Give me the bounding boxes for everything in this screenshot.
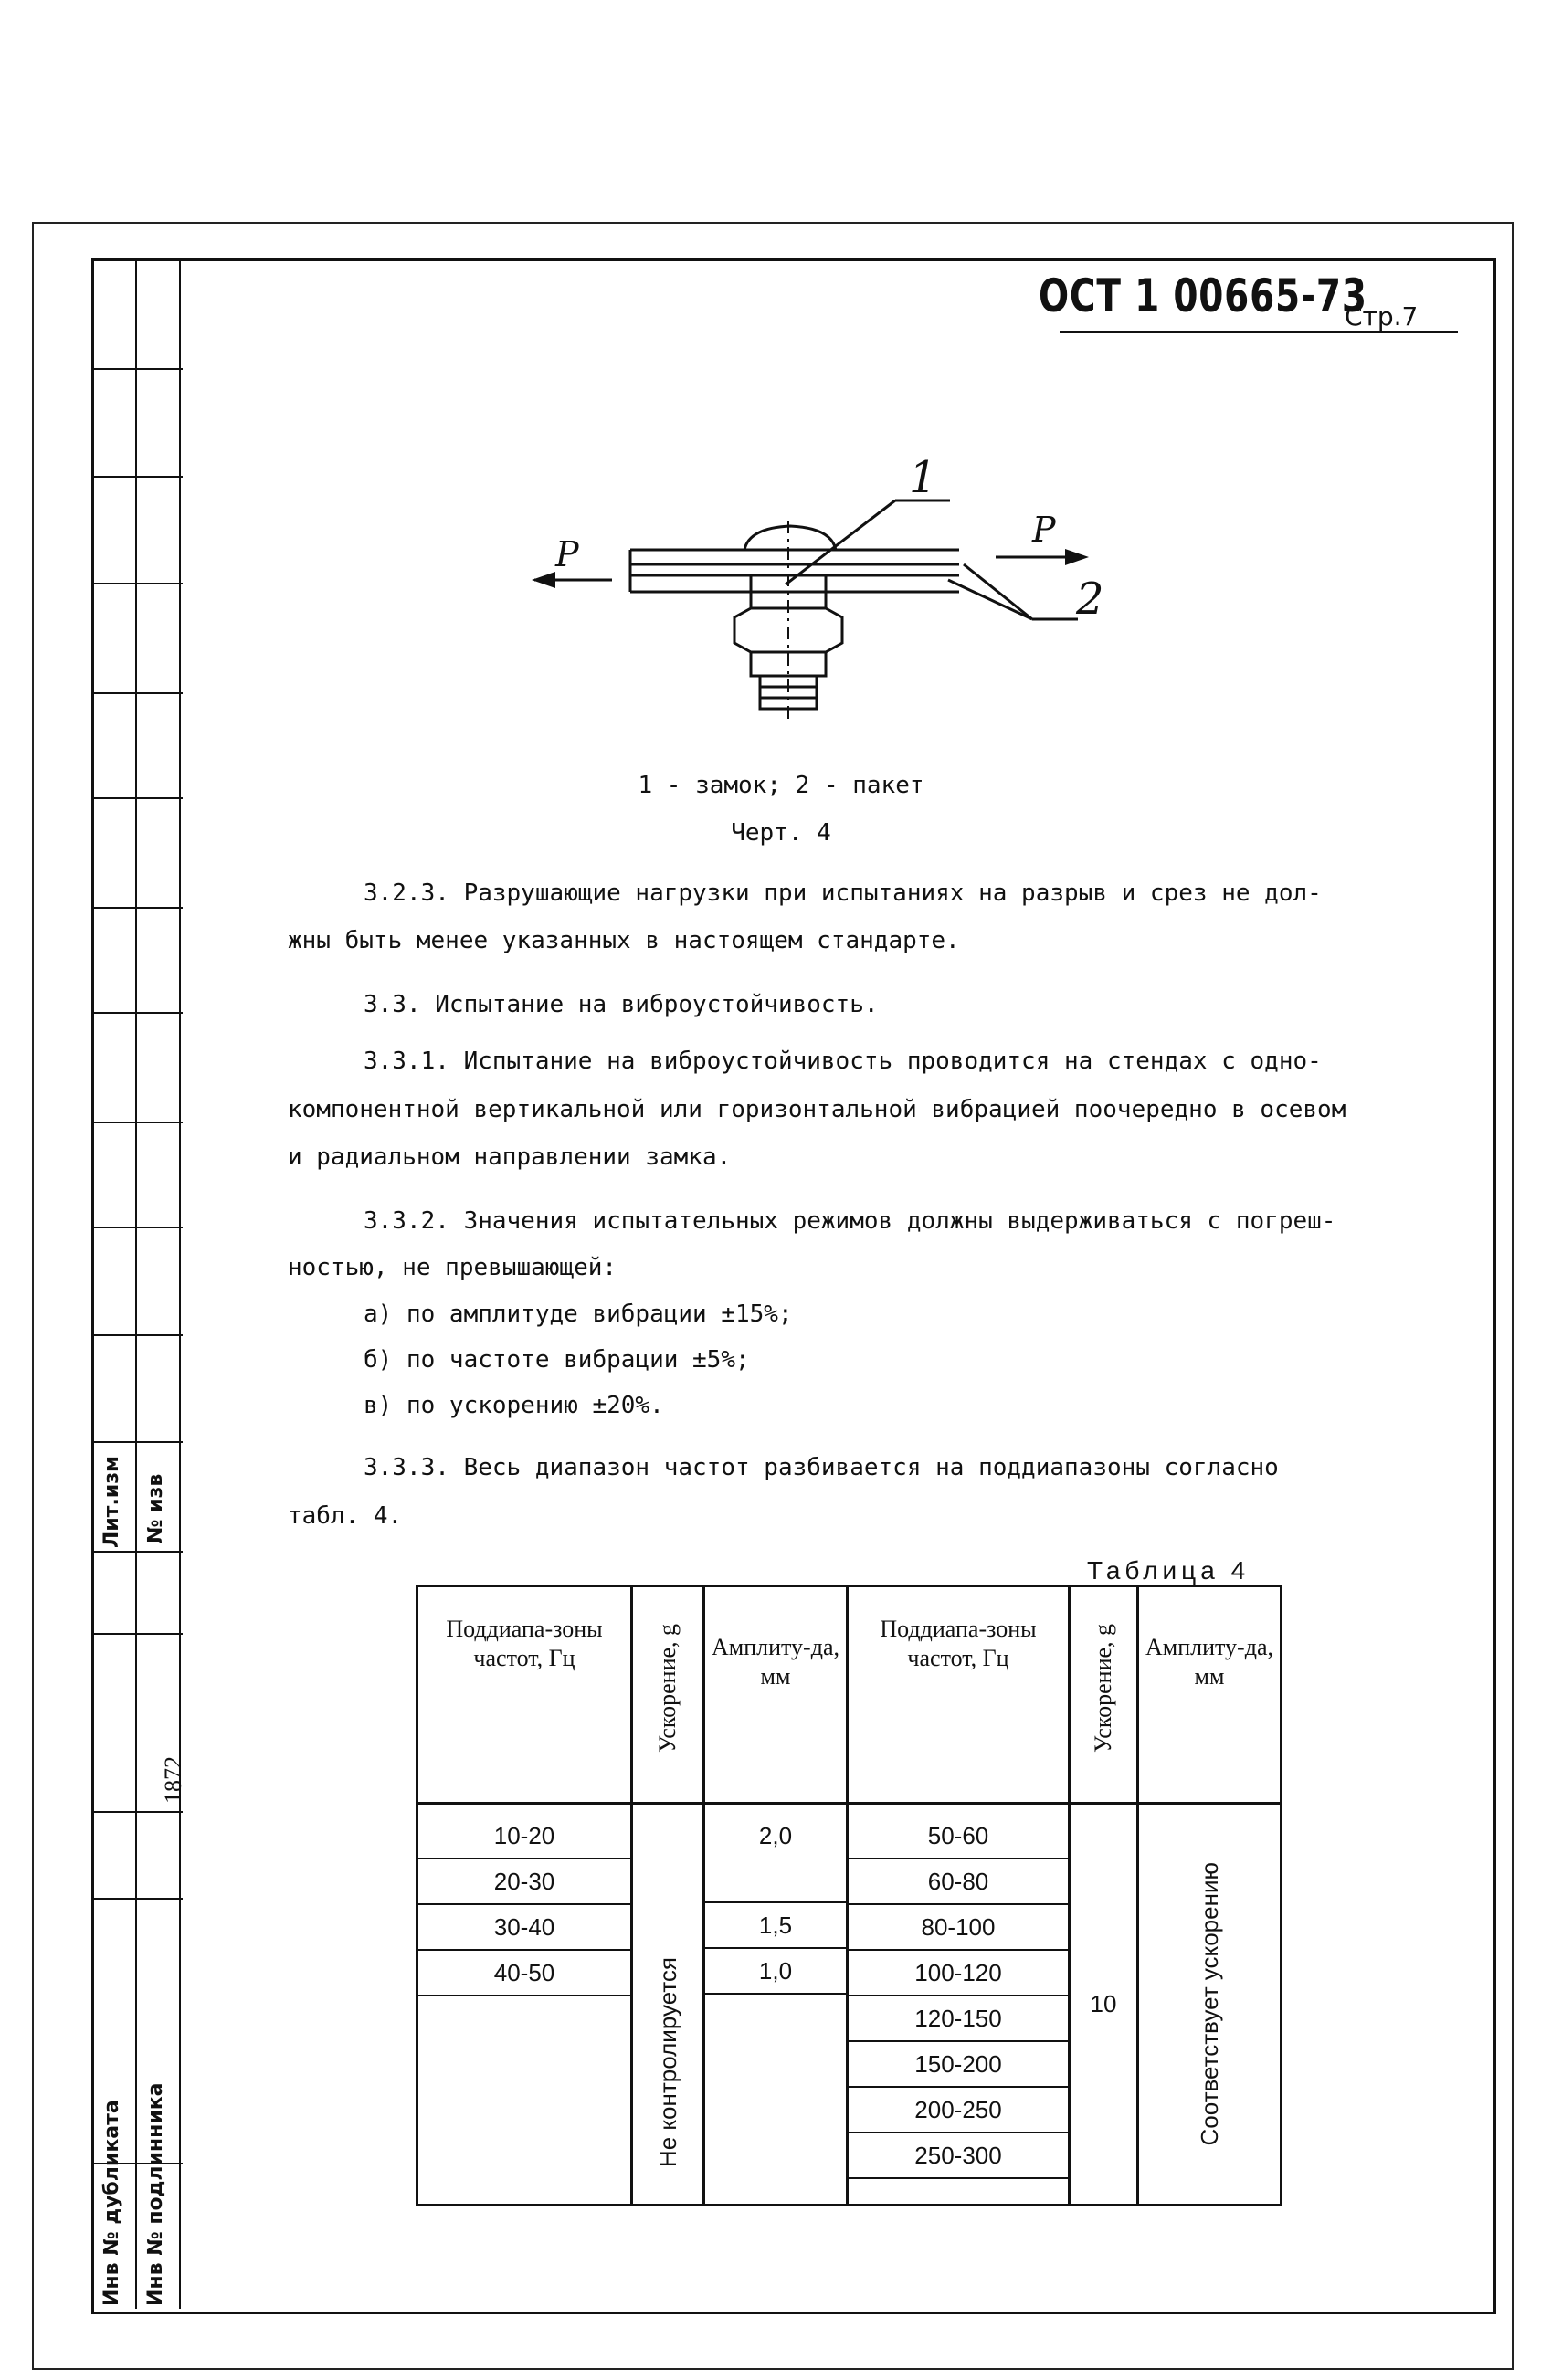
freq-row: 120-150 xyxy=(849,1996,1068,2042)
page-number xyxy=(1345,301,1418,332)
para-3-2-3-line2: жны быть менее указанных в настоящем стандарте. xyxy=(288,927,960,954)
left-freq-cell xyxy=(417,1804,632,2206)
header-ampl-left: Амплиту-да, мм xyxy=(704,1586,848,1804)
freq-row: 250-300 xyxy=(849,2133,1068,2179)
header-rule xyxy=(1060,331,1458,333)
sidebar-inv-original: Инв № подлинника xyxy=(144,2082,167,2306)
freq-row: 50-60 xyxy=(849,1814,1068,1859)
list-item-c: в) по ускорению ±20%. xyxy=(364,1392,664,1419)
para-3-3-1-line1: 3.3.1. Испытание на виброустойчивость проводится на стендах с одно- xyxy=(364,1048,1322,1075)
freq-row: 80-100 xyxy=(849,1905,1068,1951)
para-3-3-3-line1: 3.3.3. Весь диапазон частот разбивается на поддиапазоны согласно xyxy=(364,1454,1279,1481)
header-freq-right: Поддиапа-зоны частот, Гц xyxy=(848,1586,1070,1804)
accel-value: 10 xyxy=(1090,1990,1117,2017)
accel-not-controlled: Не контролируется xyxy=(653,1956,681,2167)
standard-code: ОСТ 1 00665-73 xyxy=(1039,269,1367,322)
force-label-right: P xyxy=(1032,510,1056,550)
freq-row: 10-20 xyxy=(418,1814,630,1859)
figure-caption: Черт. 4 xyxy=(731,819,831,847)
right-accel-cell xyxy=(1070,1804,1138,2206)
para-3-3-1-line3: и радиальном направлении замка. xyxy=(288,1143,732,1171)
callout-1: 1 xyxy=(909,452,937,503)
ampl-row: 1,0 xyxy=(705,1949,846,1995)
ampl-row: 1,5 xyxy=(705,1903,846,1949)
freq-row: 200-250 xyxy=(849,2088,1068,2133)
sidebar-inv-duplicate: Инв № дубликата xyxy=(100,2100,123,2306)
freq-row: 100-120 xyxy=(849,1951,1068,1996)
para-3-3-3-line2: табл. 4. xyxy=(288,1502,403,1530)
table-title: Таблица 4 xyxy=(1087,1556,1251,1585)
sidebar-lit-izm: Лит.изм xyxy=(100,1456,123,1548)
callout-2: 2 xyxy=(1076,574,1104,625)
binding-strip xyxy=(91,258,183,2309)
header-freq-left: Поддиапа-зоны частот, Гц xyxy=(417,1586,632,1804)
figure-legend: 1 - замок; 2 - пакет xyxy=(638,772,924,799)
right-freq-cell xyxy=(848,1804,1070,2206)
table-4 xyxy=(416,1585,1282,2206)
para-3-3-1-line2: компонентной вертикальной или горизонтальной вибрацией поочередно в осевом xyxy=(288,1096,1346,1123)
freq-row: 40-50 xyxy=(418,1951,630,1996)
header-ampl-right: Амплиту-да, мм xyxy=(1138,1586,1282,1804)
header-accel-right: Ускорение, g xyxy=(1070,1586,1138,1804)
para-3-2-3-line1: 3.2.3. Разрушающие нагрузки при испытаниях на разрыв и срез не дол- xyxy=(364,879,1322,907)
page-label: Стр. xyxy=(1345,301,1402,332)
figure-lock-drawing xyxy=(512,448,1133,731)
freq-row: 150-200 xyxy=(849,2042,1068,2088)
para-3-3-2-line2: ностью, не превышающей: xyxy=(288,1254,617,1281)
freq-row: 20-30 xyxy=(418,1859,630,1905)
freq-row: 60-80 xyxy=(849,1859,1068,1905)
freq-row: 30-40 xyxy=(418,1905,630,1951)
left-ampl-cell xyxy=(704,1804,848,2206)
right-ampl-cell xyxy=(1138,1804,1282,2206)
table-body-row xyxy=(417,1804,1282,2206)
para-3-3-2-line1: 3.3.2. Значения испытательных режимов должны выдерживаться с погреш- xyxy=(364,1207,1336,1235)
left-accel-cell xyxy=(632,1804,704,2206)
ampl-matches-accel: Соответствует ускорению xyxy=(1195,1862,1223,2146)
ampl-row xyxy=(705,1858,846,1903)
sidebar-inventory-number: 1872 xyxy=(160,1756,186,1804)
force-label-left: P xyxy=(555,534,579,574)
ampl-row: 2,0 xyxy=(758,1822,793,1849)
table-header-row xyxy=(417,1586,1282,1804)
para-3-3: 3.3. Испытание на виброустойчивость. xyxy=(364,991,879,1018)
sidebar-no-izv: № изв xyxy=(144,1473,167,1543)
header-accel-left: Ускорение, g xyxy=(632,1586,704,1804)
list-item-b: б) по частоте вибрации ±5%; xyxy=(364,1346,750,1374)
page-number-value: 7 xyxy=(1401,301,1419,332)
list-item-a: а) по амплитуде вибрации ±15%; xyxy=(364,1301,793,1328)
